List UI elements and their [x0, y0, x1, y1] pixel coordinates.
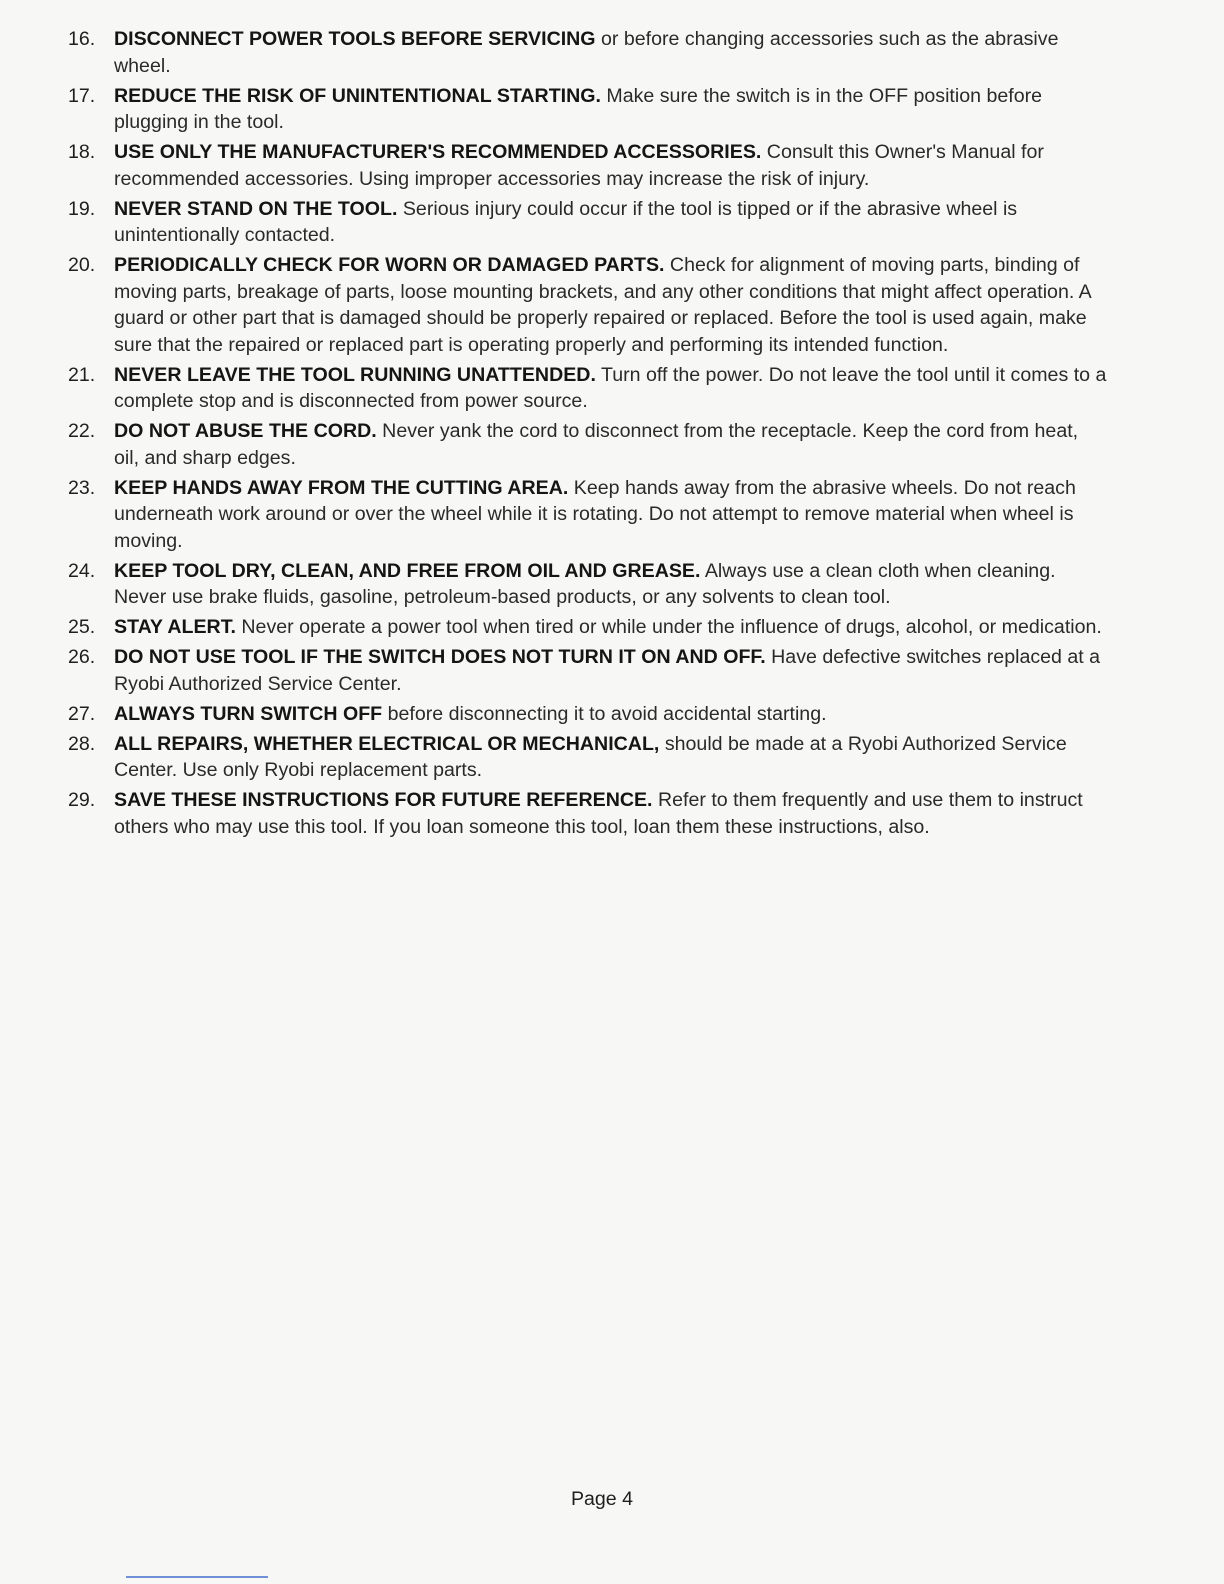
rule-item: [68, 558, 1108, 611]
rule-body: [114, 26, 1108, 79]
rule-number: 21.: [68, 363, 96, 386]
rule-heading: KEEP TOOL DRY, CLEAN, AND FREE FROM OIL AND GREASE.: [114, 559, 701, 582]
rule-body: [114, 196, 1108, 249]
rule-item: [68, 252, 1108, 358]
rule-heading: DO NOT ABUSE THE CORD.: [114, 420, 377, 442]
rule-text: Serious injury could occur if the tool is tipped or if the abrasive wheel is unintentionally contacted.: [114, 197, 1018, 246]
rule-number: 26.: [68, 646, 96, 668]
rule-text: Consult this Owner's Manual for recommended accessories. Using improper accessories may increase the risk of injury.: [114, 141, 1044, 190]
rule-heading: NEVER STAND ON THE TOOL.: [114, 197, 398, 220]
rule-body: [114, 558, 1108, 611]
rule-number: 19.: [68, 197, 96, 220]
rule-item: [68, 139, 1108, 192]
rule-heading: SAVE THESE INSTRUCTIONS FOR FUTURE REFERENCE.: [114, 789, 653, 811]
rule-text: Turn off the power. Do not leave the tool until it comes to a complete stop and is disconnected from power source.: [114, 363, 1107, 412]
rule-item: [68, 196, 1108, 249]
rule-text: before disconnecting it to avoid accidental starting.: [387, 702, 827, 725]
rule-number: 16.: [68, 28, 96, 50]
rule-text: Check for alignment of moving parts, binding of moving parts, breakage of parts, loose mounting brackets, and any other conditions that might affect operation. A guard or other part that is damaged should be properly repaired or replaced. Before the tool is used again, make sure that the repaired or replaced part is operating properly and performing its intended function.: [114, 254, 1091, 356]
rule-number: 24.: [68, 559, 96, 582]
rule-body: [114, 252, 1108, 358]
rule-text: Never yank the cord to disconnect from the receptacle. Keep the cord from heat, oil, and sharp edges.: [114, 420, 1079, 469]
rule-item: [68, 787, 1108, 840]
bottom-edge-line: [126, 1576, 268, 1578]
rule-item: [68, 614, 1108, 641]
rule-text: Never operate a power tool when tired or while under the influence of drugs, alcohol, or medication.: [241, 616, 1102, 638]
rule-body: [114, 731, 1108, 784]
rule-text: Make sure the switch is in the OFF position before plugging in the tool.: [114, 84, 1043, 133]
rule-body: [114, 644, 1108, 697]
rule-text: or before changing accessories such as the abrasive wheel.: [114, 28, 1059, 77]
rule-heading: ALL REPAIRS, WHETHER ELECTRICAL OR MECHANICAL,: [114, 732, 660, 755]
rule-number: 18.: [68, 141, 96, 163]
rule-number: 20.: [68, 254, 96, 276]
rule-heading: STAY ALERT.: [114, 616, 236, 638]
rule-body: [114, 475, 1108, 555]
rule-item: [68, 731, 1108, 784]
rule-number: 28.: [68, 732, 96, 755]
rule-item: [68, 475, 1108, 555]
rule-number: 22.: [68, 420, 96, 442]
rule-number: 27.: [68, 702, 96, 725]
safety-rules-list: [68, 26, 1108, 844]
page-number: Page 4: [570, 1488, 634, 1510]
rule-heading: ALWAYS TURN SWITCH OFF: [114, 702, 383, 725]
rule-item: [68, 83, 1108, 136]
rule-body: [114, 362, 1108, 415]
rule-item: [68, 644, 1108, 697]
rule-heading: NEVER LEAVE THE TOOL RUNNING UNATTENDED.: [114, 363, 596, 386]
rule-text: Refer to them frequently and use them to instruct others who may use this tool. If you loan someone this tool, loan them these instructions, also.: [114, 789, 1083, 838]
rule-body: [114, 787, 1108, 840]
rule-body: [114, 701, 1108, 728]
rule-number: 23.: [68, 476, 96, 499]
rule-item: [68, 701, 1108, 728]
rule-number: 25.: [68, 616, 96, 638]
rule-text: Always use a clean cloth when cleaning. Never use brake fluids, gasoline, petroleum-based products, or any solvents to clean tool.: [114, 559, 1056, 608]
rule-item: [68, 418, 1108, 471]
rule-heading: DISCONNECT POWER TOOLS BEFORE SERVICING: [114, 28, 596, 50]
rule-heading: DO NOT USE TOOL IF THE SWITCH DOES NOT TURN IT ON AND OFF.: [114, 646, 766, 668]
rule-heading: KEEP HANDS AWAY FROM THE CUTTING AREA.: [114, 476, 569, 499]
rule-number: 17.: [68, 84, 96, 107]
rule-heading: REDUCE THE RISK OF UNINTENTIONAL STARTING.: [114, 84, 601, 107]
rule-heading: PERIODICALLY CHECK FOR WORN OR DAMAGED PARTS.: [114, 254, 665, 276]
rule-number: 29.: [68, 789, 96, 811]
rule-body: [114, 139, 1108, 192]
rule-item: [68, 362, 1108, 415]
rule-text: should be made at a Ryobi Authorized Service Center. Use only Ryobi replacement parts.: [114, 732, 1067, 781]
rule-heading: USE ONLY THE MANUFACTURER'S RECOMMENDED ACCESSORIES.: [114, 141, 762, 163]
rule-text: Have defective switches replaced at a Ryobi Authorized Service Center.: [114, 646, 1101, 695]
rule-body: [114, 614, 1108, 641]
rule-item: [68, 26, 1108, 79]
rule-body: [114, 418, 1108, 471]
rule-body: [114, 83, 1108, 136]
rule-text: Keep hands away from the abrasive wheels. Do not reach underneath work around or over the wheel while it is rotating. Do not attempt to remove material when wheel is moving.: [114, 476, 1076, 552]
